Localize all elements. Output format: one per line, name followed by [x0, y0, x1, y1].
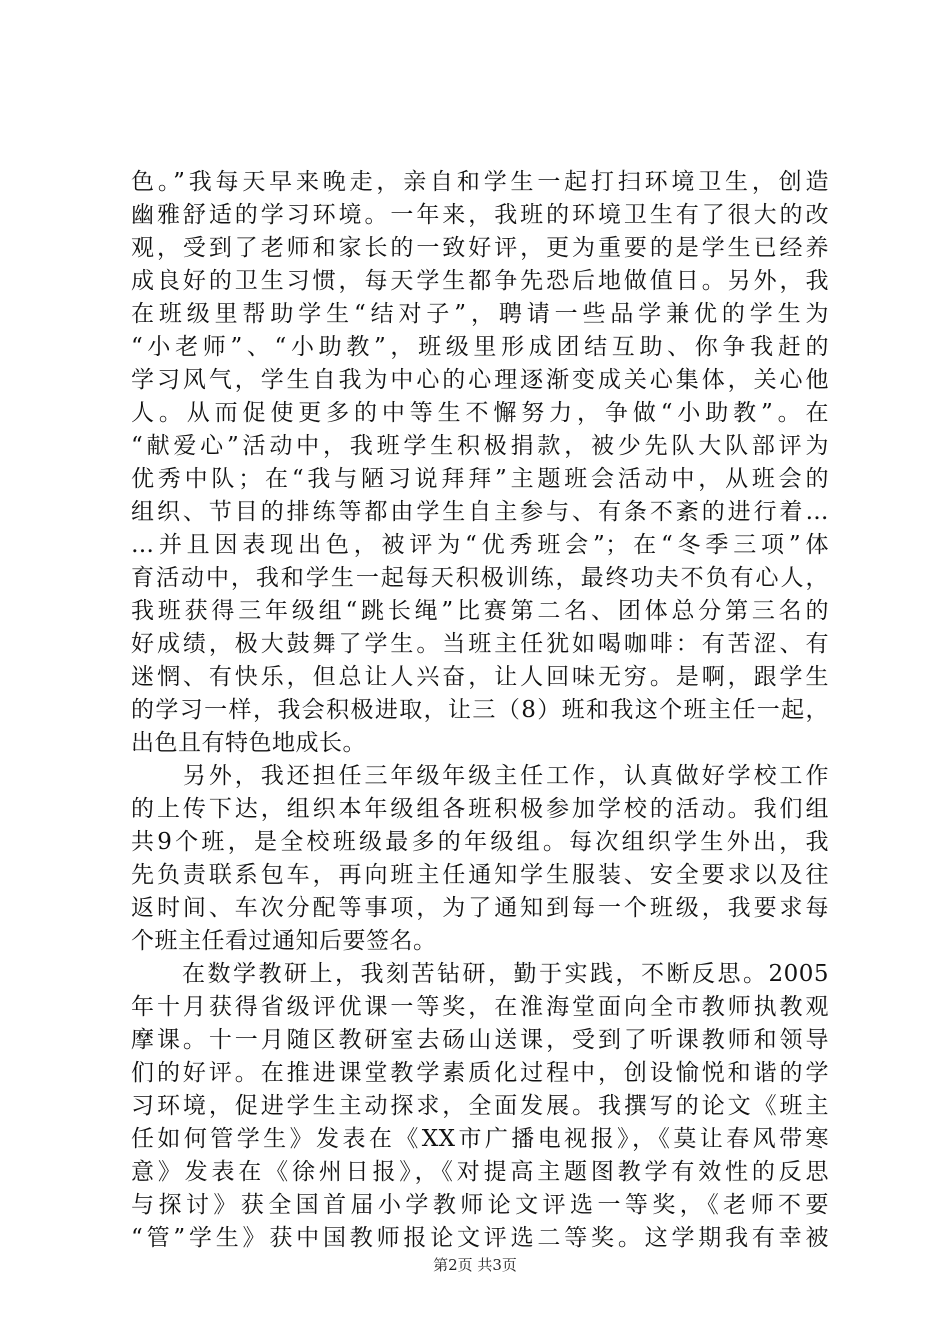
text-line: 学习风气，学生自我为中心的心理逐渐变成关心集体，关心他 [131, 367, 829, 393]
text-line: 在数学教研上，我刻苦钻研，勤于实践，不断反思。2005 [131, 961, 829, 987]
text-line: 成良好的卫生习惯，每天学生都争先恐后地做值日。另外，我 [131, 268, 829, 294]
text-line: 色。”我每天早来晚走，亲自和学生一起打扫环境卫生，创造 [131, 169, 829, 195]
page-footer: 第2页 共3页 [433, 1256, 517, 1274]
text-line: 观，受到了老师和家长的一致好评，更为重要的是学生已经养 [131, 235, 829, 261]
text-line: 个班主任看过通知后要签名。 [131, 928, 437, 954]
text-line: 意》发表在《徐州日报》，《对提高主题图教学有效性的反思 [131, 1159, 829, 1185]
text-line: 与探讨》获全国首届小学教师论文评选一等奖，《老师不要 [131, 1192, 829, 1218]
text-line: “小老师”、“小助教”，班级里形成团结互助、你争我赶的 [131, 334, 829, 360]
text-line: “管”学生》获中国教师报论文评选二等奖。这学期我有幸被 [131, 1225, 829, 1251]
text-line: 组织、节目的排练等都由学生自主参与、有条不紊的进行着… [131, 499, 829, 525]
text-line: 好成绩，极大鼓舞了学生。当班主任犹如喝咖啡：有苦涩、有 [131, 631, 829, 657]
text-line: 迷惘、有快乐，但总让人兴奋，让人回味无穷。是啊，跟学生 [131, 664, 829, 690]
text-line: 优秀中队；在“我与陋习说拜拜”主题班会活动中，从班会的 [131, 466, 829, 492]
text-line: 习环境，促进学生主动探求，全面发展。我撰写的论文《班主 [131, 1093, 829, 1119]
text-line: 先负责联系包车，再向班主任通知学生服装、安全要求以及往 [131, 862, 829, 888]
body-text [131, 166, 829, 1255]
text-line: 的上传下达，组织本年级组各班积极参加学校的活动。我们组 [131, 796, 829, 822]
text-line: 年十月获得省级评优课一等奖，在淮海堂面向全市教师执教观 [131, 994, 829, 1020]
text-line: 的学习一样，我会积极进取，让三（8）班和我这个班主任一起， [131, 697, 829, 723]
text-line: 任如何管学生》发表在《XX市广播电视报》，《莫让春风带寒 [131, 1126, 829, 1152]
text-line: 育活动中，我和学生一起每天积极训练，最终功夫不负有心人， [131, 565, 829, 591]
text-line: 返时间、车次分配等事项，为了通知到每一个班级，我要求每 [131, 895, 829, 921]
text-line: …并且因表现出色，被评为“优秀班会”；在“冬季三项”体 [131, 532, 829, 558]
text-line: 摩课。十一月随区教研室去砀山送课，受到了听课教师和领导 [131, 1027, 829, 1053]
text-line: 另外，我还担任三年级年级主任工作，认真做好学校工作 [131, 763, 829, 789]
text-line: 共9个班，是全校班级最多的年级组。每次组织学生外出，我 [131, 829, 829, 855]
text-line: 在班级里帮助学生“结对子”，聘请一些品学兼优的学生为 [131, 301, 829, 327]
text-line: 我班获得三年级组“跳长绳”比赛第二名、团体总分第三名的 [131, 598, 829, 624]
text-line: 人。从而促使更多的中等生不懈努力，争做“小助教”。在 [131, 400, 829, 426]
text-line: 出色且有特色地成长。 [131, 730, 366, 756]
text-line: 幽雅舒适的学习环境。一年来，我班的环境卫生有了很大的改 [131, 202, 829, 228]
text-line: “献爱心”活动中，我班学生积极捐款，被少先队大队部评为 [131, 433, 829, 459]
text-line: 们的好评。在推进课堂教学素质化过程中，创设愉悦和谐的学 [131, 1060, 829, 1086]
